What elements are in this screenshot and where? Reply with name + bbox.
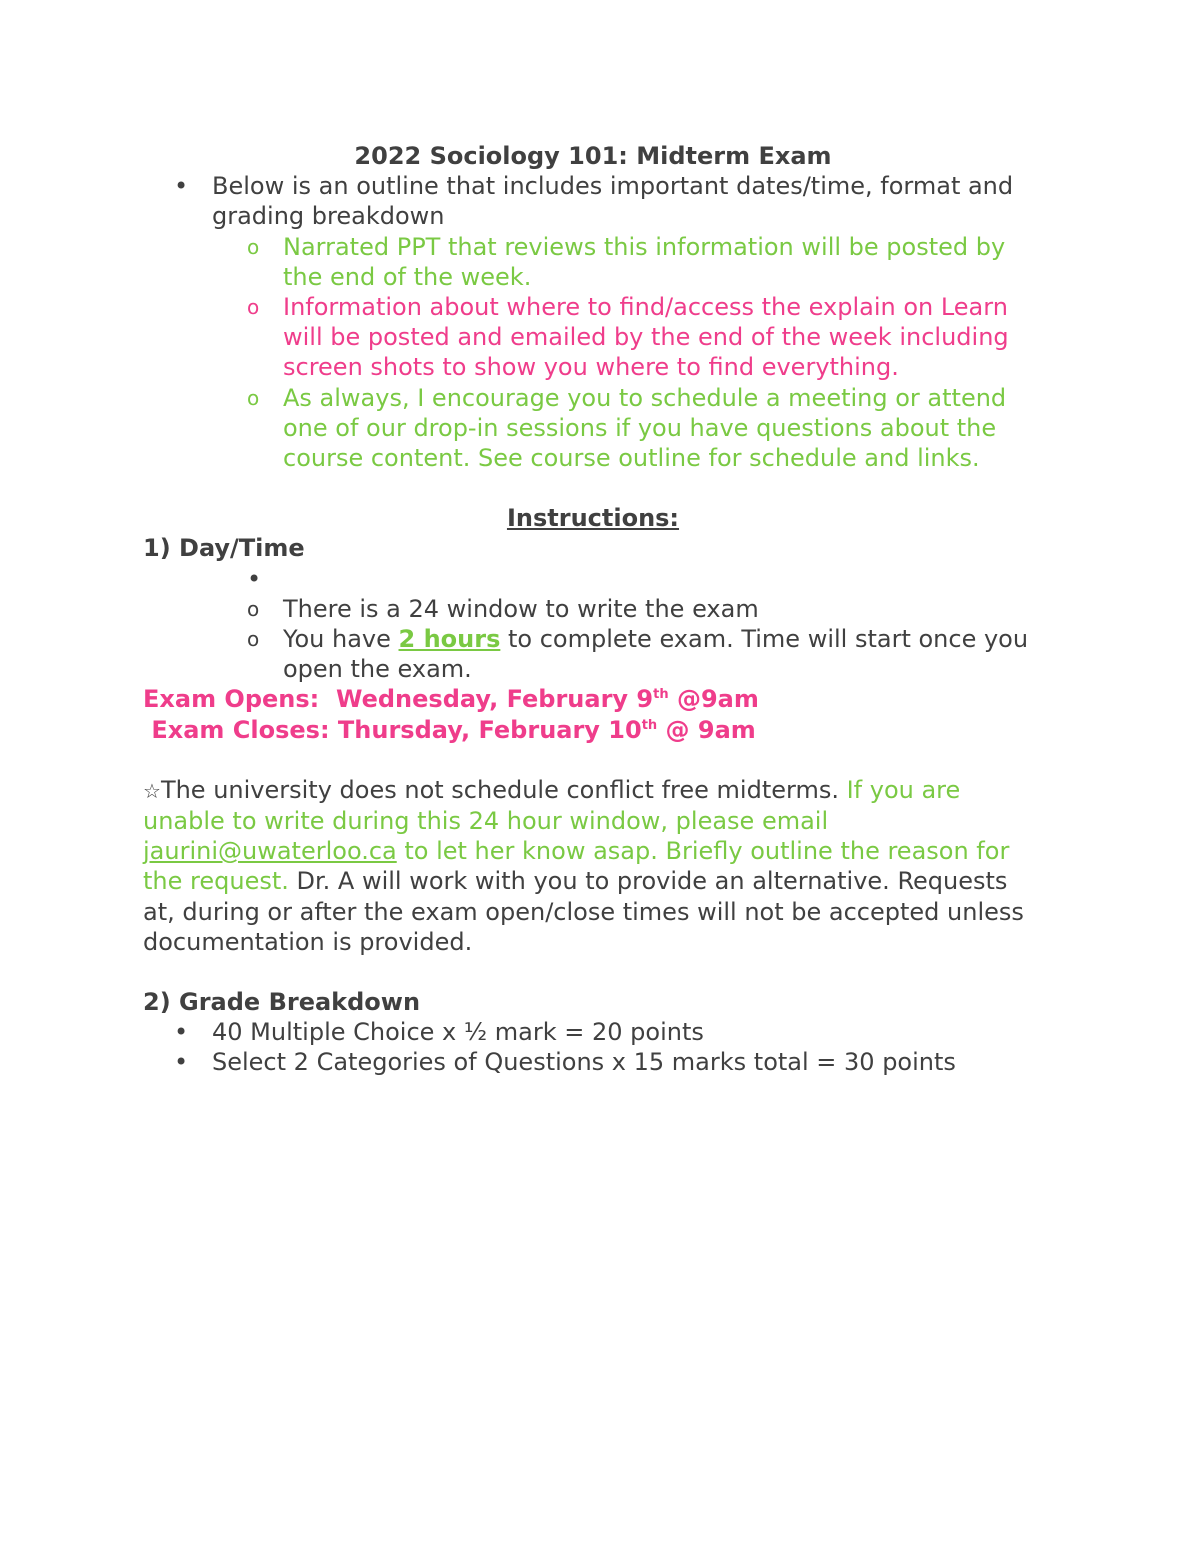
intro-sub-item: o Information about where to find/access the explain on Learn will be posted and emailed by the end of the week including screen shots to show you where to find everything. — [247, 293, 1009, 382]
bullet-dot-icon: • — [174, 1048, 189, 1077]
circle-bullet-icon: o — [247, 385, 260, 410]
bullet-dot-icon: • — [174, 1018, 189, 1047]
page-title: 2022 Sociology 101: Midterm Exam — [354, 142, 832, 170]
circle-bullet-icon: o — [247, 295, 260, 320]
intro-text: Below is an outline that includes important dates/time, format and grading breakdown — [212, 172, 1014, 231]
circle-bullet-icon: o — [247, 596, 260, 621]
bullet-dot-icon: • — [174, 172, 189, 201]
section1-heading: 1) Day/Time — [143, 534, 305, 563]
grade-item: • 40 Multiple Choice x ½ mark = 20 points — [174, 1018, 704, 1047]
intro-sub-item: o Narrated PPT that reviews this information will be posted by the end of the week. — [247, 232, 1006, 291]
circle-bullet-icon: o — [247, 627, 260, 652]
exam-closes: Exam Closes: Thursday, February 10th @ 9am — [143, 715, 756, 744]
star-icon: ☆ — [143, 778, 161, 803]
duration-item: o You have 2 hours to complete exam. Time will start once you open the exam. — [247, 625, 1029, 684]
window-item: o There is a 24 window to write the exam — [247, 594, 759, 623]
document-page — [143, 141, 1043, 1078]
duration-highlight: 2 hours — [398, 625, 501, 654]
section2-heading: 2) Grade Breakdown — [143, 988, 421, 1017]
email-link[interactable]: jaurini@uwaterloo.ca — [143, 837, 397, 866]
instructions-heading: Instructions: — [506, 504, 680, 533]
grade-item: • Select 2 Categories of Questions x 15 marks total = 30 points — [174, 1048, 956, 1077]
conflict-paragraph: ☆The university does not schedule conflict free midterms. If you are unable to write during this 24 hour window, please email jaurini@uwaterloo.ca to let her know asap. Briefly outline the reason for the request. Dr. A will work with you to provide an alternative. Requests at, during or after the exam open/close times will not be accepted unless documentation is provided. — [143, 775, 1024, 956]
intro-bullet — [143, 171, 1043, 231]
empty-bullet — [143, 564, 1043, 594]
bullet-dot-icon: • — [247, 564, 262, 593]
intro-sub-item: o As always, I encourage you to schedule a meeting or attend one of our drop-in sessions if you have questions about the course content. See course outline for schedule and links. — [247, 383, 1007, 473]
exam-opens: Exam Opens: Wednesday, February 9th @9am — [143, 685, 759, 714]
circle-bullet-icon: o — [247, 234, 260, 259]
